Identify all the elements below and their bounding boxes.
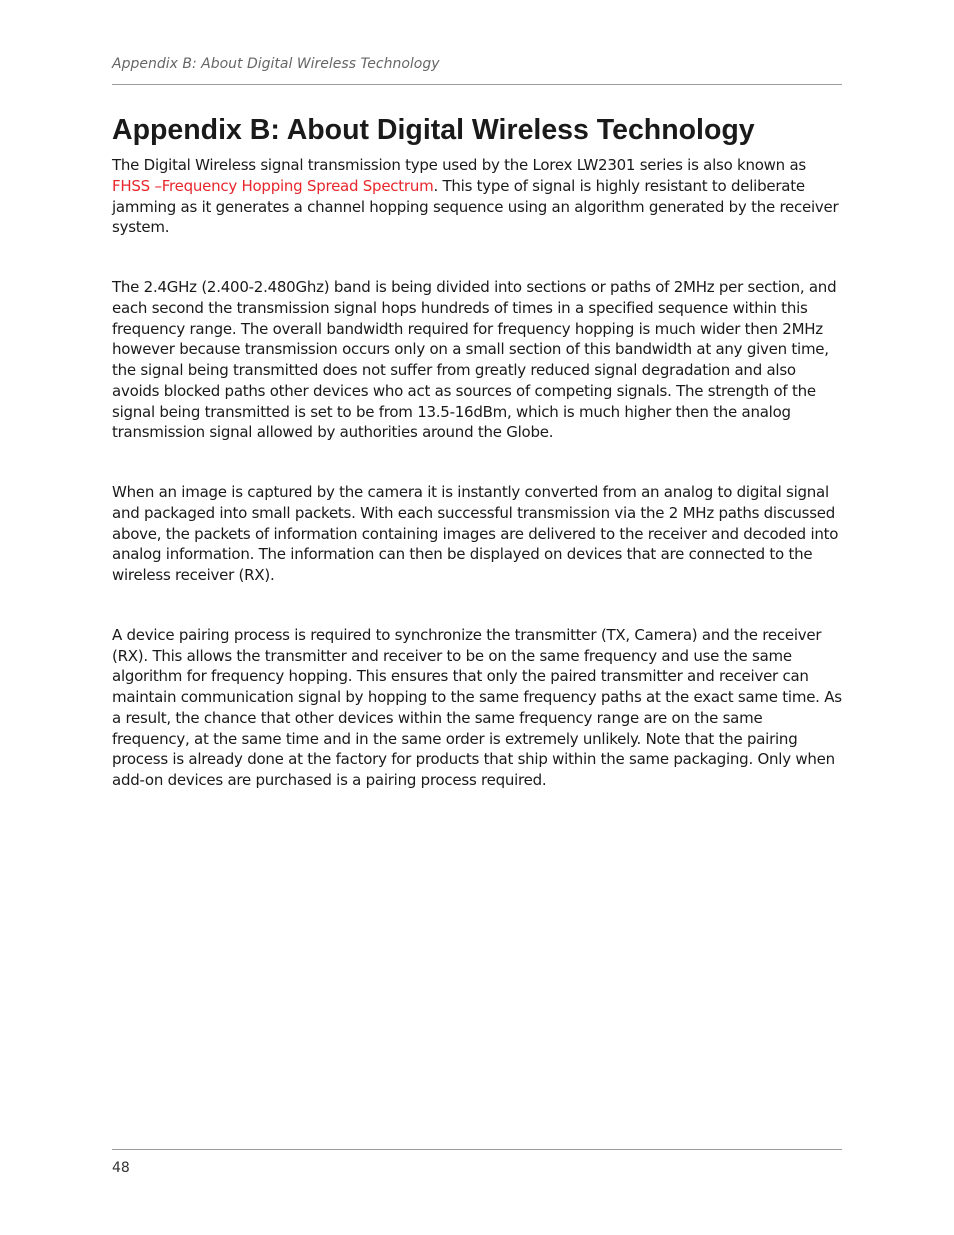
footer-divider xyxy=(112,1149,842,1150)
body-content xyxy=(112,155,842,791)
page-title: Appendix B: About Digital Wireless Technology xyxy=(112,114,755,146)
paragraph-fhss-intro xyxy=(112,155,842,238)
paragraph-text: The Digital Wireless signal transmission type used by the Lorex LW2301 series is also known as xyxy=(112,156,806,174)
fhss-link[interactable]: FHSS –Frequency Hopping Spread Spectrum xyxy=(112,176,434,195)
paragraph-device-pairing: A device pairing process is required to synchronize the transmitter (TX, Camera) and the receiver (RX). This allows the transmitter and receiver to be on the same frequency and use the same algorithm for frequency hopping. This ensures that only the paired transmitter and receiver can maintain communication signal by hopping to the same frequency paths at the exact same time. As a result, the chance that other devices within the same frequency range are on the same frequency, at the same time and in the same order is extremely unlikely. Note that the pairing process is already done at the factory for products that ship within the same packaging. Only when add-on devices are purchased is a pairing process required. xyxy=(112,625,842,789)
page-number: 48 xyxy=(112,1160,130,1176)
paragraph-frequency-band: The 2.4GHz (2.400-2.480Ghz) band is being divided into sections or paths of 2MHz per section, and each second the transmission signal hops hundreds of times in a specified sequence within this frequency range. The overall bandwidth required for frequency hopping is much wider then 2MHz however because transmission occurs only on a small section of this bandwidth at any given time, the signal being transmitted does not suffer from greatly reduced signal degradation and also avoids blocked paths other devices who act as sources of competing signals. The strength of the signal being transmitted is set to be from 13.5-16dBm, which is much higher then the analog transmission signal allowed by authorities around the Globe. xyxy=(112,278,837,442)
paragraph-image-transmission: When an image is captured by the camera it is instantly converted from an analog to digital signal and packaged into small packets. With each successful transmission via the 2 MHz paths discussed above, the packets of information containing images are delivered to the receiver and decoded into analog information. The information can then be displayed on devices that are connected to the wireless receiver (RX). xyxy=(112,483,839,584)
paragraph-text: . This type of signal is highly resistant to deliberate jamming as it generates a channel hopping sequence using an algorithm generated by the receiver system. xyxy=(112,176,839,237)
header-divider xyxy=(112,84,842,85)
running-header: Appendix B: About Digital Wireless Technology xyxy=(112,56,440,72)
